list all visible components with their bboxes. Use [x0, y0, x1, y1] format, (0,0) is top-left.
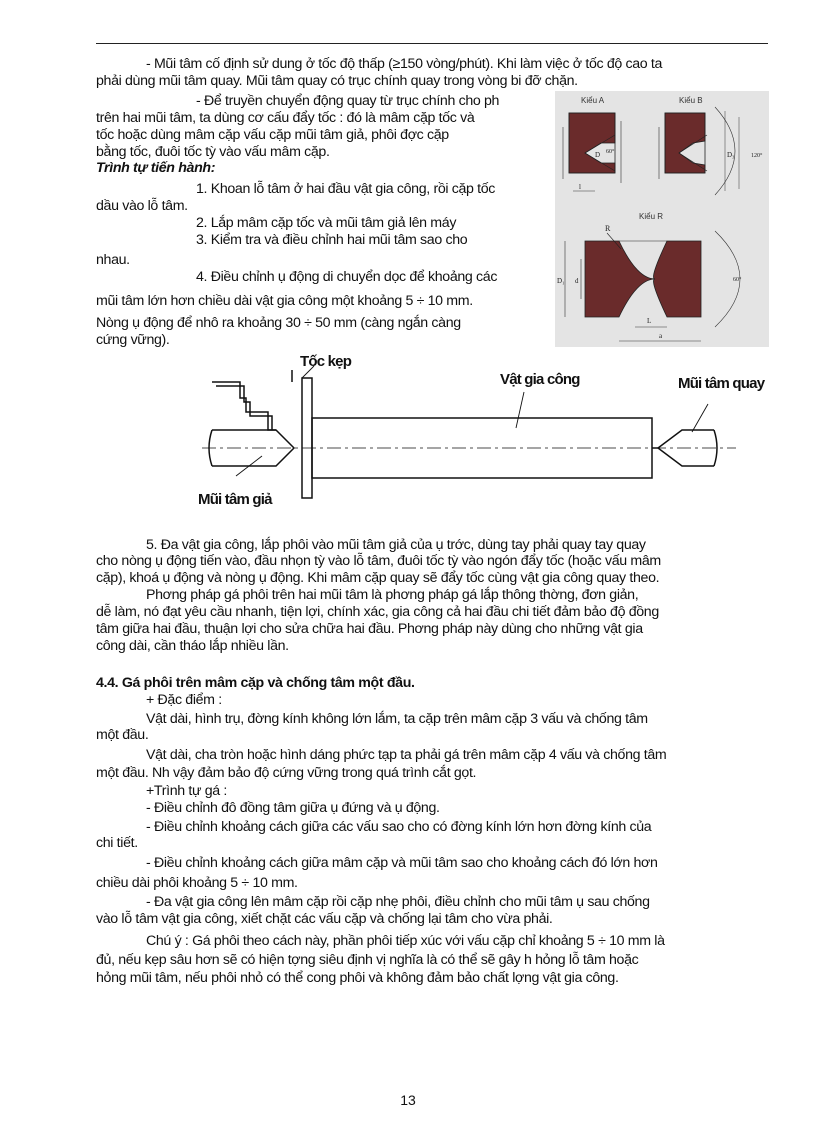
- label-live-center: Mũi tâm quay: [678, 375, 765, 392]
- svg-text:R: R: [605, 224, 611, 233]
- svg-text:l: l: [579, 183, 581, 191]
- paragraph-line: một đầu.: [96, 727, 149, 743]
- svg-text:D₁: D₁: [557, 277, 565, 285]
- paragraph-line: - Mũi tâm cố định sử dung ở tốc độ thấp (≥150 vòng/phút). Khi làm việc ở tốc độ cao ta: [146, 56, 663, 72]
- svg-text:60°: 60°: [733, 277, 742, 283]
- paragraph-line: vào lỗ tâm vật gia công, xiết chặt các vấu cặp và chống lại tâm cho vừa phải.: [96, 911, 553, 927]
- paragraph-line: chi tiết.: [96, 835, 138, 851]
- step-line: cứng vững).: [96, 332, 170, 348]
- paragraph-line: chiều dài phôi khoảng 5 ÷ 10 mm.: [96, 875, 298, 891]
- step-line: cho nòng ụ động tiến vào, đầu nhọn tỳ vào lỗ tâm, đuôi tốc tỳ vào ngón đẩy tốc (hoặc vấu mâm: [96, 553, 661, 569]
- section-heading: 4.4. Gá phôi trên mâm cặp và chống tâm một đầu.: [96, 675, 415, 691]
- header-rule: [96, 43, 768, 44]
- paragraph-line: - Điều chỉnh đô đồng tâm giữa ụ đứng và ụ động.: [146, 800, 440, 816]
- step-line: mũi tâm lớn hơn chiều dài vật gia công một khoảng 5 ÷ 10 mm.: [96, 293, 473, 309]
- paragraph-line: - Để truyền chuyển động quay từ trục chính cho ph: [196, 93, 500, 109]
- paragraph-line: tốc hoặc dùng mâm cặp vấu cặp mũi tâm giả, phôi đợc cặp: [96, 127, 449, 143]
- paragraph-line: công dài, cần tháo lắp nhiều lần.: [96, 638, 289, 654]
- step-line: nhau.: [96, 252, 130, 268]
- svg-text:L: L: [647, 317, 652, 325]
- paragraph-line: + Đặc điểm :: [146, 692, 222, 708]
- paragraph-line: hỏng mũi tâm, nếu phôi nhỏ có thể cong phôi và không đảm bảo chất lợng vật gia công.: [96, 970, 619, 986]
- step-line: 3. Kiểm tra và điều chỉnh hai mũi tâm sao cho: [196, 232, 468, 248]
- setup-diagram: [196, 352, 780, 518]
- svg-text:D₃: D₃: [727, 151, 735, 159]
- svg-text:a: a: [659, 332, 663, 340]
- paragraph-line: Vật dài, cha tròn hoặc hình dáng phức tạp ta phải gá trên mâm cặp 4 vấu và chống tâm: [146, 747, 667, 763]
- paragraph-line: đủ, nếu kẹp sâu hơn sẽ có hiện tợng siêu định vị nghĩa là có thể sẽ gây h hỏng lỗ tâm hoặc: [96, 952, 639, 968]
- paragraph-line: - Điều chỉnh khoảng cách giữa mâm cặp và mũi tâm sao cho khoảng cách đó lớn hơn: [146, 855, 658, 871]
- paragraph-line: Vật dài, hình trụ, đờng kính không lớn lắm, ta cặp trên mâm cặp 3 vấu và chống tâm: [146, 711, 648, 727]
- label-clamp-dog: Tốc kẹp: [300, 353, 352, 370]
- paragraph-line: Chú ý : Gá phôi theo cách này, phần phôi tiếp xúc với vấu cặp chỉ khoảng 5 ÷ 10 mm là: [146, 933, 665, 949]
- clamp-dog: [302, 378, 312, 498]
- paragraph-line: +Trình tự gá :: [146, 783, 227, 799]
- label-type-a: Kiểu A: [581, 96, 605, 105]
- procedure-heading: Trình tự tiến hành:: [96, 160, 216, 176]
- label-type-r: Kiểu R: [639, 212, 664, 221]
- svg-text:d: d: [575, 277, 579, 285]
- paragraph-line: một đầu. Nh vậy đảm bảo độ cứng vững trong quá trình cắt gọt.: [96, 765, 477, 781]
- paragraph-line: tâm giữa hai đầu, thuận lợi cho sửa chữa hai đầu. Phơng pháp này dùng cho những vật gia: [96, 621, 643, 637]
- step-line: cặp), khoá ụ động và nòng ụ động. Khi mâm cặp quay sẽ đẩy tốc cùng vật gia công quay theo.: [96, 570, 660, 586]
- paragraph-line: - Điều chỉnh khoảng cách giữa các vấu sao cho có đờng kính lớn hơn đờng kính của: [146, 819, 652, 835]
- label-workpiece: Vật gia công: [500, 371, 580, 388]
- label-dead-center: Mũi tâm giả: [198, 491, 272, 508]
- step-line: dầu vào lỗ tâm.: [96, 198, 188, 214]
- center-hole-types-figure: [555, 91, 769, 347]
- svg-text:D: D: [595, 151, 601, 159]
- paragraph-line: phải dùng mũi tâm quay. Mũi tâm quay có trục chính quay trong vòng bi đỡ chặn.: [96, 73, 578, 89]
- paragraph-line: bằng tốc, đuôi tốc tỳ vào vấu mâm cặp.: [96, 144, 330, 160]
- step-line: 2. Lắp mâm cặp tốc và mũi tâm giả lên máy: [196, 215, 457, 231]
- step-line: Nòng ụ động để nhô ra khoảng 30 ÷ 50 mm (càng ngắn càng: [96, 315, 461, 331]
- step-line: 1. Khoan lỗ tâm ở hai đầu vật gia công, rồi cặp tốc: [196, 181, 496, 197]
- paragraph-line: - Đa vật gia công lên mâm cặp rồi cặp nhẹ phôi, điều chỉnh cho mũi tâm ụ sau chống: [146, 894, 650, 910]
- label-type-b: Kiểu B: [679, 96, 703, 105]
- svg-text:120°: 120°: [751, 153, 763, 159]
- svg-text:60°: 60°: [606, 149, 615, 155]
- step-line: 5. Đa vật gia công, lắp phôi vào mũi tâm giả của ụ trớc, dùng tay phải quay tay quay: [146, 537, 646, 553]
- paragraph-line: trên hai mũi tâm, ta dùng cơ cấu đẩy tốc : đó là mâm cặp tốc và: [96, 110, 475, 126]
- paragraph-line: dễ làm, nó đạt yêu cầu nhanh, tiện lợi, chính xác, gia công cả hai đầu chi tiết đảm bảo độ đồng: [96, 604, 659, 620]
- paragraph-line: Phơng pháp gá phôi trên hai mũi tâm là phơng pháp gá lắp thông thờng, đơn giản,: [146, 587, 639, 603]
- type-a-section: [569, 113, 615, 173]
- page-number: 13: [400, 1092, 416, 1108]
- step-line: 4. Điều chỉnh ụ động di chuyển dọc để khoảng các: [196, 269, 498, 285]
